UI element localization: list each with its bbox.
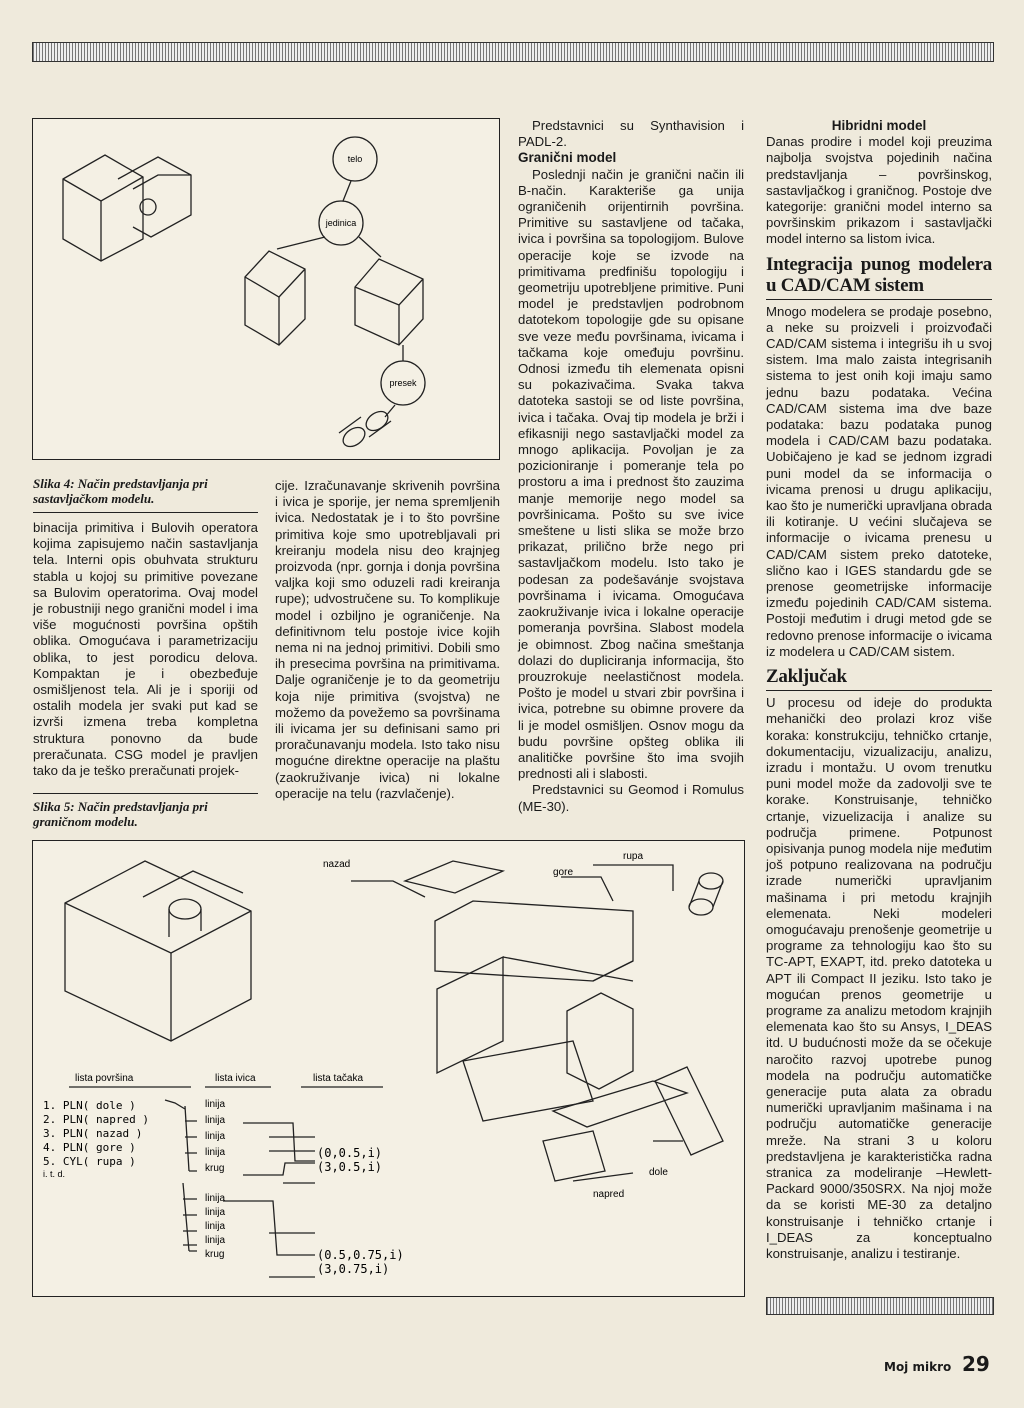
col2-paragraph: cije. Izračunavanje skrivenih površina i ivica je sporije, jer nema spremljenih ivica. Nedostatak je i to što površine primitiva koje smo upotrebljavali pri kreiranju modela nisu deo krajnjeg proizvoda (npr. gornja i donja površina valjka koji smo oduzeli radi kreiranja rupe); udvostručene su. To komplikuje model i ozbiljno je ograničenje. Na definitivnom telu postoje ivice kojih nema ni na jednoj primitivi. Dobili smo ih presecima površina na primitivama. Dalje ograničenje je to da geometriju koja nije primitiva (svojstva) ne možemo da povežemo sa površinama ili ivicama jer su definisani samo pri proračunavanju modela. Isto tako nisu mogućne direktne operacije na plaštu (zaokruživanje ivica) ni lokalne operacije na telu (razvlačenje). [275,478,500,801]
face-label-napred: napred [593,1189,625,1200]
col3-heading: Granični model [518,150,617,166]
figure-5-drawing [33,841,744,1296]
face-label-gore: gore [553,867,574,878]
column-1 [33,520,258,779]
edge-entry: linija [205,1131,226,1142]
point-entry: (0,0.5,i) [317,1146,383,1160]
edge-entry: krug [205,1163,225,1174]
edge-entry: linija [205,1099,226,1110]
caption-rule [33,793,258,794]
figure-4-caption: Slika 4: Način predstavljanja pri sastavljačkom modelu. [33,476,208,506]
face-label-dole: dole [649,1167,668,1178]
point-entry: (3,0.75,i) [317,1262,390,1276]
figure-4-drawing [33,119,499,459]
surface-entry: 2. PLN( napred ) [43,1113,149,1126]
integration-heading: Integracija punog modelera u CAD/CAM sistem [766,254,992,300]
lista-povrsina-header: lista površina [75,1073,134,1084]
hybrid-heading: Hibridni model [831,118,927,133]
col3-outro: Predstavnici su Geomod i Romulus (ME-30). [518,782,744,814]
surface-entry: 4. PLN( gore ) [43,1141,136,1154]
node-telo-label: telo [347,154,363,164]
integration-paragraph: Mnogo modelera se prodaje posebno, a neke su proizveli i proizvođači CAD/CAM sistema i integrišu ih u svoj sistem. Ima malo zaista integrisanih sistema to jest onih koji imaju samo jednu bazu podataka. Većina CAD/CAM sistema ima dve baze podataka: bazu podataka punog modela i CAD/CAM bazu podataka. Uobičajeno je kad se jednom izgradi puni model da se informacija o ivicama prenosi u drugu aplikaciju, kao što je numerički upravljana obrada ili kotiranje. U većini slučajeva se informacije o ivicama prenesu u CAD/CAM sistem preko datoteke, slično kao i IGES standardu gde se prenose geometrijske informacije između pojedinih CAD/CAM sistema. Postoji međutim i drugi metod gde se redovno prenose informacije o ivicama iz modelera u CAD/CAM sistem. [766,303,992,659]
edge-entry: linija [205,1235,226,1246]
edge-entry: linija [205,1207,226,1218]
edge-entry: linija [205,1115,226,1126]
node-jedinica-label: jedinica [325,218,357,228]
lista-tacaka-header: lista tačaka [313,1073,364,1084]
top-decor-bar [32,42,994,62]
surface-entry: i. t. d. [43,1169,66,1179]
face-label-nazad: nazad [323,859,351,870]
figure-5 [32,840,745,1297]
column-2 [275,478,500,802]
edge-entry: linija [205,1193,226,1204]
footer-magazine-name: Moj mikro [884,1360,952,1374]
caption-rule [33,512,258,513]
point-entry: (0.5,0.75,i) [317,1248,404,1262]
col1-paragraph: binacija primitiva i Bulovih operatora kojima zapisujemo način sastavljanja tela. Interni opis obuhvata strukturu stabla u kojoj su primitive povezane sa Bulovim operatorima. Ovaj model je robustniji nego granični model i ima više mogućnosti površina opštih oblika. Omogućava i parametrizaciju oblika, to jest porodicu delova. Kompaktan je i obezbeđuje osmišljenost tela. Ali je i sporiji od ostalih modela jer svaki put kad se izvrši izmena treba kompletna struktura ponovno da bude preračunata. CSG model je pravljen tako da je teško preračunati projek- [33,520,258,779]
node-presek-label: presek [389,378,417,388]
conclusion-heading: Zaključak [766,666,992,691]
figure-5-caption: Slika 5: Način predstavljanja pri graničnom modelu. [33,799,208,829]
figure-4 [32,118,500,460]
edge-entry: krug [205,1249,225,1260]
surface-entry: 1. PLN( dole ) [43,1099,136,1112]
point-entry: (3,0.5,i) [317,1160,383,1174]
edge-entry: linija [205,1147,226,1158]
bottom-decor-bar [766,1297,994,1315]
lista-ivica-header: lista ivica [215,1073,256,1084]
surface-entry: 5. CYL( rupa ) [43,1155,136,1168]
hybrid-paragraph: Danas prodire i model koji preuzima najbolja svojstva pojedinih načina predstavljanja – površinskog, sastavljačkog i graničnog. Postoje dve kategorije: granični model interno sa površinskim prikazom i sastavljački model interno sa listom ivica. [766,134,992,247]
conclusion-paragraph: U procesu od ideje do produkta mehanički deo prolazi kroz više koraka: konstrukciju, tehničko crtanje, dokumentaciju, vizualizaciju, analizu, izradu i montažu. U ovom trenutku puni model može da zadovolji sve te korake. Konstruisanje, tehničko crtanje, vizuelizacija i analize su područja primene. Potpunost opisivanja punog modela nije međutim još potpuno realizovana na području izrade numerički upravljanim mašinama i pri metodu krajnjih elemenata. Neki modeleri omogućavaju prenošenje geometrije u programe za tehnologiju kao što su TC-APT, EXAPT, itd. preko datoteka u APT ili Compact II jeziku. Isto tako je mogućan prenos geometrije u programe za analizu metodom krajnjih elemenata kao što su Ansys, I_DEAS itd. U budućnosti može da se očekuje naročito razvoj upotrebe punog modela na području automatičke generacije puta alata za obradu numerički upravljanim mašinama i na području automatičke generacije mreže. Na strani 3 u koloru predstavljena je karakteristička radna stranica za modeliranje –Hewlett-Packard 9000/350SRX. Na njoj može da se koristi ME-30 za detaljno konstruisanje i tehničko crtanje i I_DEAS za konceptualno konstruisanje, analizu i testiranje. [766,695,992,1261]
surface-entry: 3. PLN( nazad ) [43,1127,143,1140]
face-label-rupa: rupa [623,851,644,862]
col3-intro: Predstavnici su Synthavision i PADL-2. [518,118,744,150]
col3-body: Poslednji način je granični način ili B-način. Karakteriše ga unija ograničenih orijentirnih površina. Primitive su sastavljene od tačaka, ivica i površina sa topologijom. Bulove operacije koje se izvode na primitivama predfinišu topologiju i geometriju upotrebljene primitive. Puni model je predstavljen podrobnom datotekom topologije gde su opisane sve veze među površinama, ivicama i tačkama koje omeđuju površinu. Odnosi između tih elemenata opisni su pokazivačima. Svaka takva datoteka sastoji se od liste površina, ivica i tačaka. Ovaj tip modela je brži i efikasniji nego sastavljački model za mnogo aplikacija. Povoljan je za pozicioniranje i pomeranje tela po prostoru a ima i prednost što zauzima manje memorije nego model sa površinicama. Pošto su sve ivice smeštene u listi slika se može brzo prikazat, prilično brže nego pri sastavljačkom modelu. Isto tako je podesan za podešavánje svojstava površinama i ivicama. Omogućava zaokruživanje ivica i lokalne operacije pomeranja površina. Slabost modela je obimnost. Zbog načina smeštanja dolazi do dupliciranja informacija, što prouzrokuje neelastičnost modela. Pošto je model u stvari zbir površina i ivica, potrebne su obimne provere da li je model osmišljen. Osnov mogu da budu površine opšteg oblika ili analitičke površine što ima svojih prednosti ali i slabosti. [518,166,744,782]
edge-entry: linija [205,1221,226,1232]
column-4 [766,118,992,1262]
footer-page-number: 29 [962,1352,990,1376]
column-3 [518,118,744,815]
